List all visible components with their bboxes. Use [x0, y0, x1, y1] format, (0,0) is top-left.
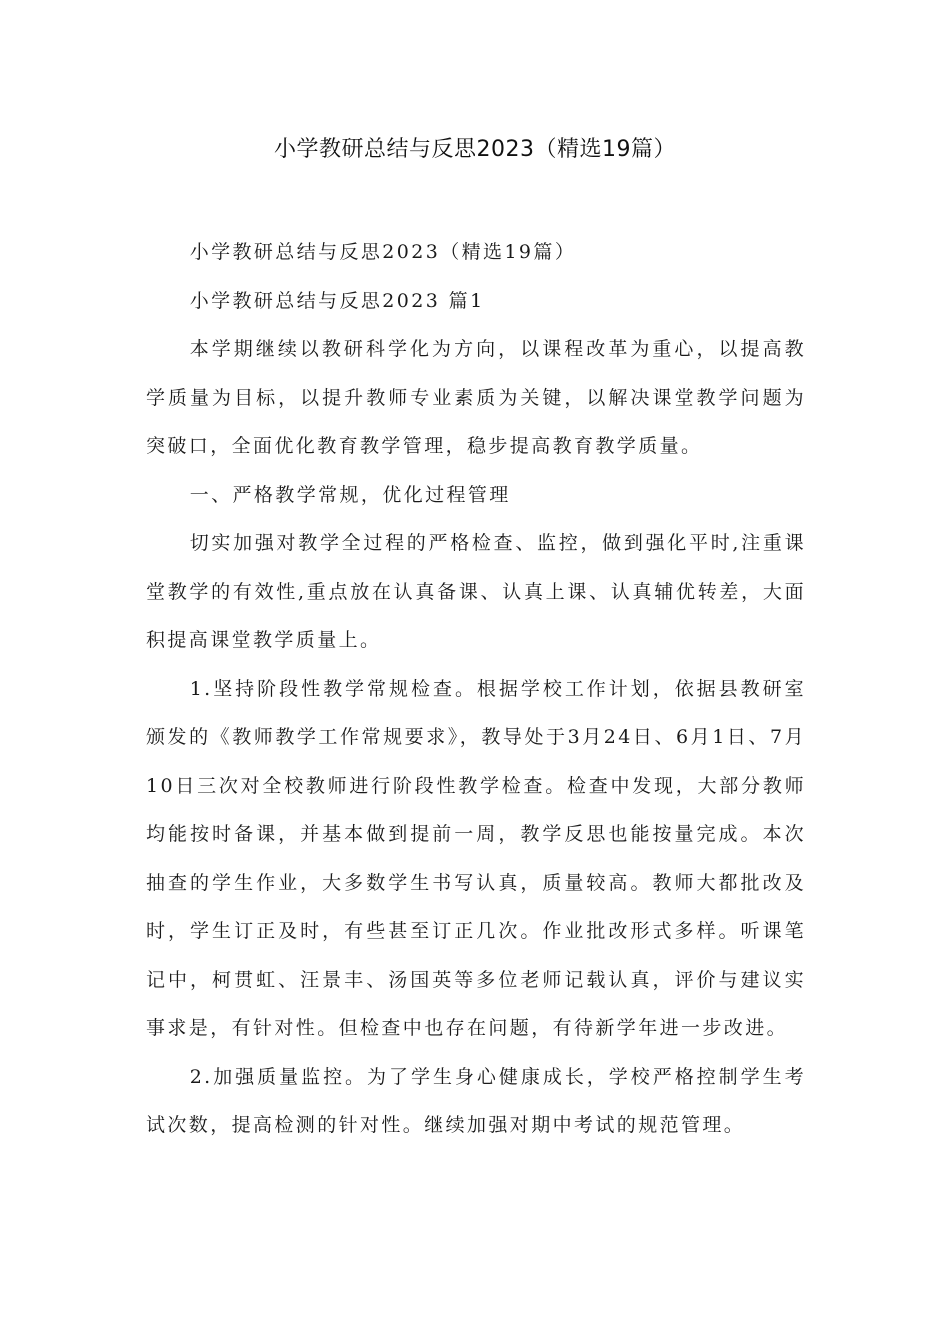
paragraph-section-heading: 小学教研总结与反思2023 篇1: [189, 289, 485, 312]
paragraph-item-1: 1.坚持阶段性教学常规检查。根据学校工作计划，依据县教研室颁发的《教师教学工作常规要求》，教导处于3月24日、6月1日、7月10日三次对全校教师进行阶段性教学检查。检查中发现，大部分教师均能按时备课，并基本做到提前一周，教学反思也能按量完成。本次抽查的学生作业，大多数学生书写认真，质量较高。教师大都批改及时，学生订正及时，有些甚至订正几次。作业批改形式多样。听课笔记中，柯贯虹、汪景丰、汤国英等多位老师记载认真，评价与建议实事求是，有针对性。但检查中也存在问题，有待新学年进一步改进。: [146, 677, 806, 1039]
document-body: [146, 228, 806, 1150]
paragraph-subtitle: 小学教研总结与反思2023（精选19篇）: [189, 241, 577, 263]
document-title: 小学教研总结与反思2023（精选19篇）: [274, 137, 676, 162]
paragraph-heading-one: 一、严格教学常规，优化过程管理: [189, 483, 511, 506]
paragraph-item-2: 2.加强质量监控。为了学生身心健康成长，学校严格控制学生考试次数，提高检测的针对性。继续加强对期中考试的规范管理。: [146, 1065, 806, 1136]
paragraph-intro: 本学期继续以教研科学化为方向，以课程改革为重心，以提高教学质量为目标，以提升教师专业素质为关键，以解决课堂教学问题为突破口，全面优化教育教学管理，稳步提高教育教学质量。: [146, 338, 806, 457]
paragraph-body: 切实加强对教学全过程的严格检查、监控，做到强化平时,注重课堂教学的有效性,重点放在认真备课、认真上课、认真辅优转差，大面积提高课堂教学质量上。: [146, 532, 806, 651]
